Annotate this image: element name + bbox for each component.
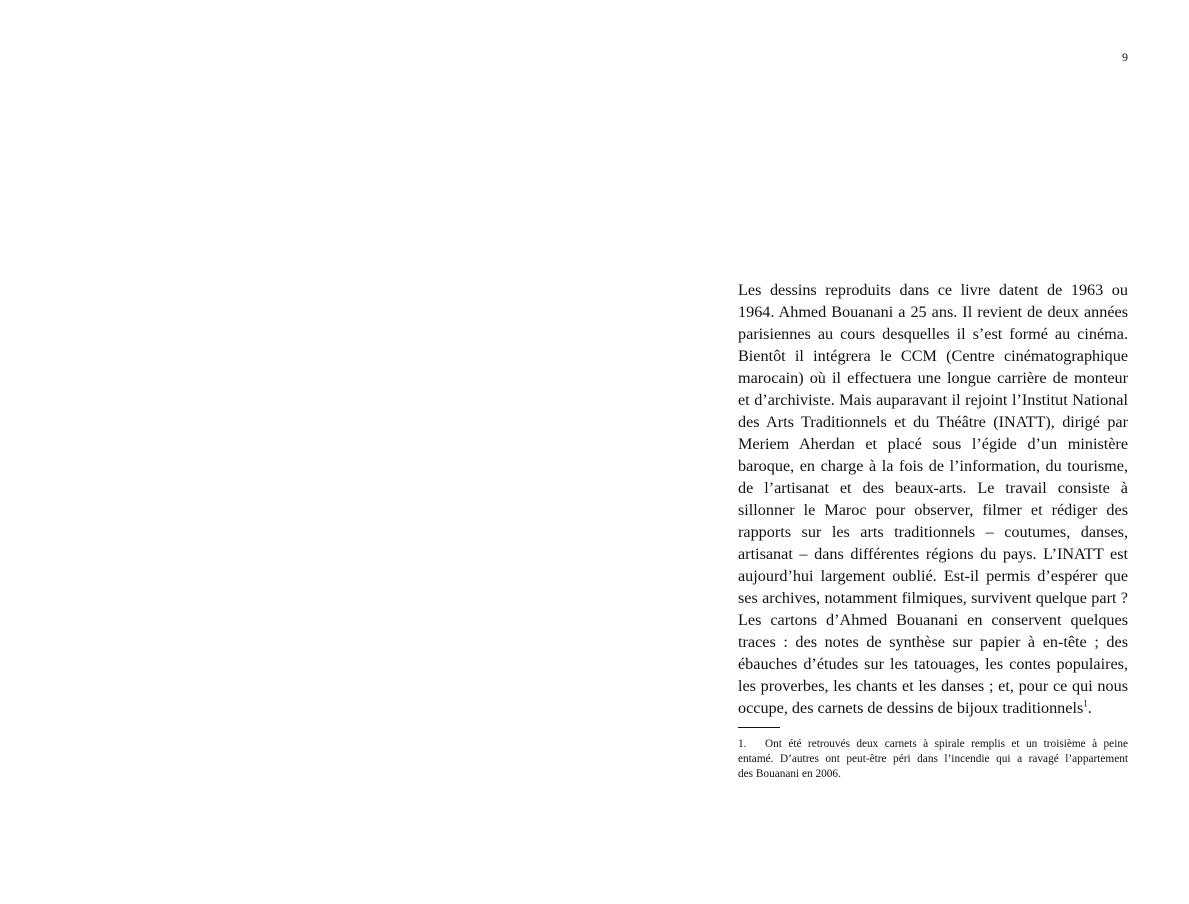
page-number: 9 — [1122, 50, 1128, 64]
paragraph-line-text: occupe, des carnets de dessins de bijoux traditionnels — [738, 699, 1084, 717]
paragraph-line: les proverbes, les chants et les danses ; et, pour ce qui nous — [738, 677, 1128, 695]
paragraph-line: Les cartons d’Ahmed Bouanani en conservent quelques — [738, 611, 1128, 629]
final-period: . — [1087, 699, 1092, 717]
paragraph-line: Bientôt il intégrera le CCM (Centre cinématographique — [738, 347, 1128, 365]
paragraph-line: 1964. Ahmed Bouanani a 25 ans. Il revient de deux années — [738, 303, 1128, 321]
paragraph-line: marocain) où il effectuera une longue carrière de monteur — [738, 369, 1128, 387]
body-paragraph — [738, 279, 1128, 719]
paragraph-line: ses archives, notamment filmiques, survivent quelque part ? — [738, 589, 1128, 607]
footnote — [738, 737, 1128, 782]
paragraph-line: aujourd’hui largement oublié. Est-il permis d’espérer que — [738, 567, 1128, 585]
paragraph-line: Les dessins reproduits dans ce livre datent de 1963 ou — [738, 281, 1128, 299]
paragraph-line: et d’archiviste. Mais auparavant il rejoint l’Institut National — [738, 391, 1128, 409]
paragraph-line: ébauches d’études sur les tatouages, les contes populaires, — [738, 655, 1128, 673]
paragraph-line: rapports sur les arts traditionnels – coutumes, danses, — [738, 523, 1128, 541]
paragraph-line: parisiennes au cours desquelles il s’est formé au cinéma. — [738, 325, 1128, 343]
paragraph-line: artisanat – dans différentes régions du pays. L’INATT est — [738, 545, 1128, 563]
footnote-divider — [738, 727, 780, 728]
paragraph-last-line — [738, 697, 1128, 719]
paragraph-line: de l’artisanat et des beaux-arts. Le travail consiste à — [738, 479, 1128, 497]
footnote-line: des Bouanani en 2006. — [738, 768, 841, 780]
footnote-line: entamé. D’autres ont peut-être péri dans l’incendie qui a ravagé l’appartement — [738, 753, 1128, 765]
paragraph-line: Meriem Aherdan et placé sous l’égide d’un ministère — [738, 435, 1128, 453]
footnote-line — [738, 737, 1128, 752]
footnote-line-text: Ont été retrouvés deux carnets à spirale remplis et un troisième à peine — [765, 738, 1128, 750]
paragraph-line: baroque, en charge à la fois de l’information, du tourisme, — [738, 457, 1128, 475]
paragraph-line: traces : des notes de synthèse sur papier à en-tête ; des — [738, 633, 1128, 651]
paragraph-line: des Arts Traditionnels et du Théâtre (INATT), dirigé par — [738, 413, 1128, 431]
footnote-number: 1. — [738, 738, 747, 750]
paragraph-line: sillonner le Maroc pour observer, filmer et rédiger des — [738, 501, 1128, 519]
footnote-reference[interactable]: 1 — [1083, 698, 1088, 709]
